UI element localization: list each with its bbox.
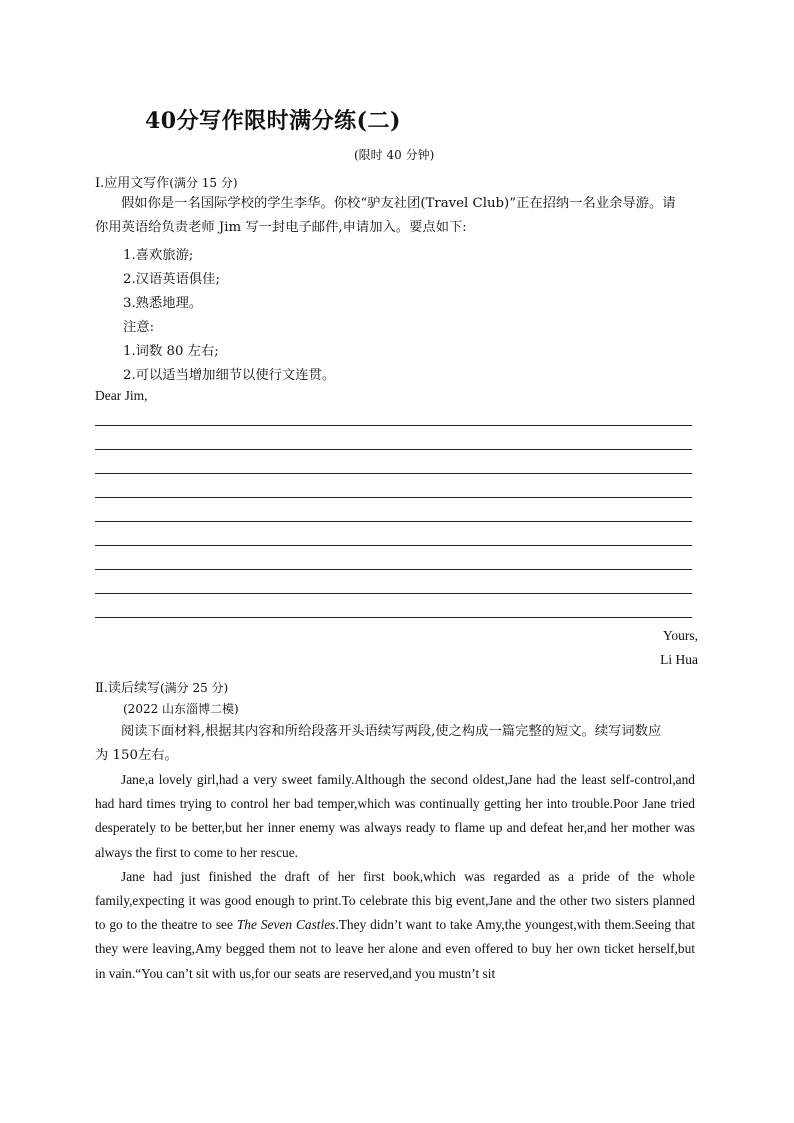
page-title: 40分写作限时满分练(二): [145, 108, 401, 134]
section2-title: Ⅱ.读后续写: [95, 681, 160, 696]
answer-line[interactable]: [95, 498, 692, 522]
point-1: 1.喜欢旅游;: [123, 248, 194, 263]
section1-title: Ⅰ.应用文写作: [95, 176, 170, 191]
notice-1: 1.词数 80 左右;: [123, 344, 219, 359]
section1-heading: [95, 172, 238, 191]
story-text: [95, 768, 695, 986]
notice-label: 注意:: [123, 320, 155, 335]
story-paragraph-1: Jane,a lovely girl,had a very sweet family.Although the second oldest,Jane had the least self-control,and had hard times trying to control her bad temper,which was continually getting her into trouble.Poor Jane tried desperately to be better,but her inner enemy was always ready to flame up and defeat her,and her mother was always the first to come to her rescue.: [95, 772, 695, 860]
section2-instruction: [95, 720, 693, 768]
salutation: Dear Jim,: [95, 388, 148, 403]
question-source: (2022 山东淄博二模): [123, 702, 239, 716]
instruction-line-2: 为 150左右。: [95, 748, 178, 763]
section1-score: (满分 15 分): [169, 176, 238, 190]
answer-lines[interactable]: [95, 402, 692, 618]
answer-line[interactable]: [95, 594, 692, 618]
time-limit: (限时 40 分钟): [354, 148, 435, 162]
section2-heading: [95, 677, 228, 696]
answer-line[interactable]: [95, 546, 692, 570]
answer-line[interactable]: [95, 522, 692, 546]
notice-2: 2.可以适当增加细节以使行文连贯。: [123, 368, 336, 383]
prompt-line-2: 你用英语给负责老师 Jim 写一封电子邮件,申请加入。要点如下:: [95, 220, 467, 235]
closing: Yours,: [662, 628, 698, 643]
signature: Li Hua: [660, 652, 698, 667]
story-paragraph-2-part-b: .They didn’t want to take Amy,the youngest,with them.Seeing that they were leaving,Amy begged them not to leave her alone and even offered to buy her own ticket herself,but in vain.“You can’t sit with us,for our seats are reserved,and you mustn’t sit: [95, 917, 695, 981]
answer-line[interactable]: [95, 426, 692, 450]
section2-score: (满分 25 分): [159, 681, 229, 695]
answer-line[interactable]: [95, 474, 692, 498]
answer-line[interactable]: [95, 450, 692, 474]
point-2: 2.汉语英语俱佳;: [123, 272, 220, 287]
answer-line[interactable]: [95, 402, 692, 426]
section1-prompt: [95, 192, 693, 240]
story-paragraph-2: [95, 865, 695, 986]
point-3: 3.熟悉地理。: [123, 296, 203, 311]
instruction-line-1: 阅读下面材料,根据其内容和所给段落开头语续写两段,使之构成一篇完整的短文。续写词数应: [121, 724, 662, 739]
answer-line[interactable]: [95, 570, 692, 594]
prompt-line-1: 假如你是一名国际学校的学生李华。你校“驴友社团(Travel Club)”正在招纳一名业余导游。请: [121, 196, 676, 211]
story-paragraph-2-part-a: Jane had just finished the draft of her first book,which was regarded as a pride of the whole family,expecting it was good enough to print.To celebrate this big event,Jane and the other two sisters planned to go to the theatre to see: [95, 868, 695, 933]
play-title: The Seven Castles: [236, 917, 336, 933]
